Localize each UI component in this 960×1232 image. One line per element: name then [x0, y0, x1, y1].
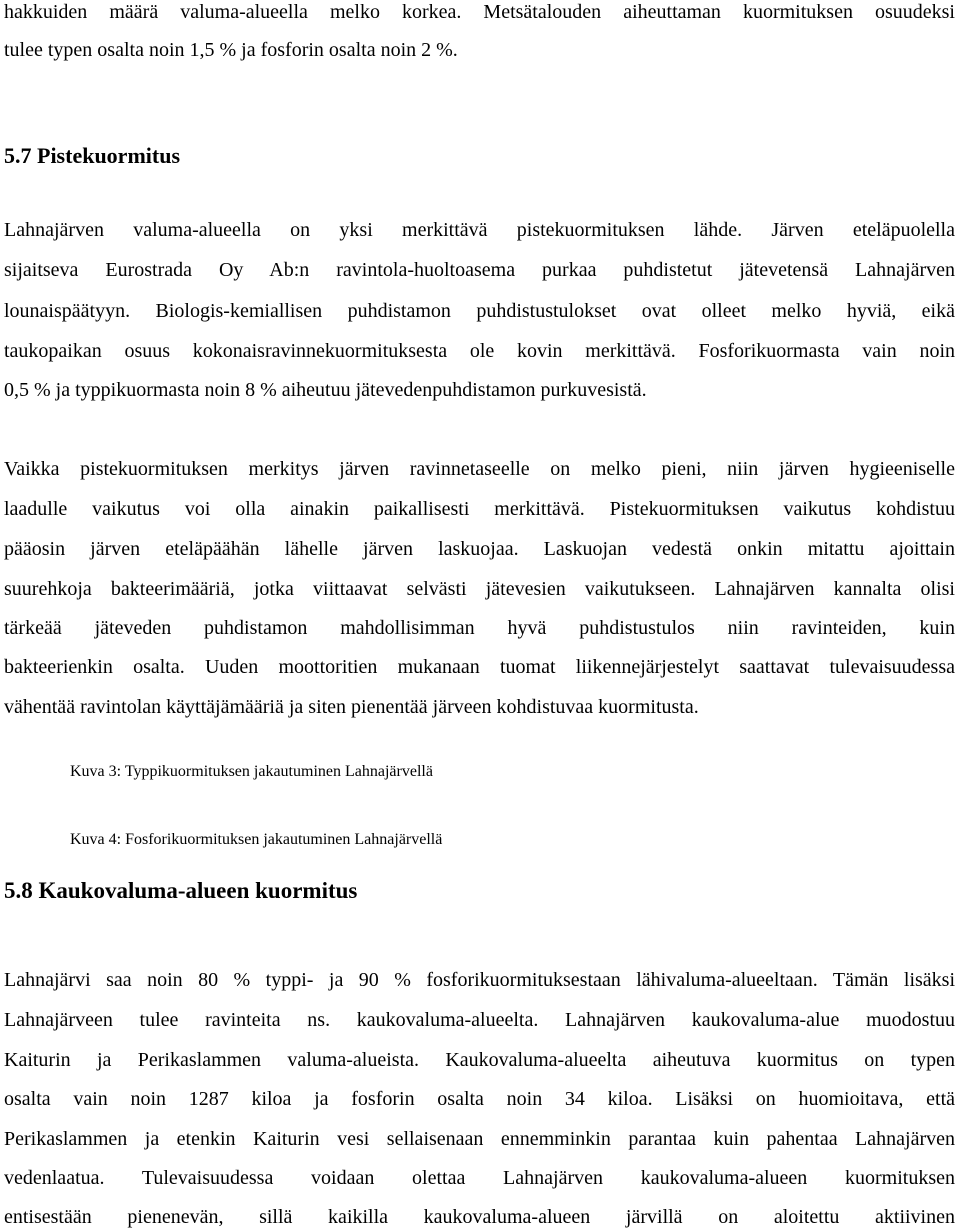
paragraph-line: tärkeää jäteveden puhdistamon mahdollisimman hyvä puhdistustulos niin ravinteiden, kuin	[4, 617, 955, 639]
paragraph-line: entisestään pienenevän, sillä kaikilla kaukovaluma-alueen järvillä on aloitettu aktiivinen	[4, 1206, 955, 1228]
paragraph-line: Vaikka pistekuormituksen merkitys järven ravinnetaseelle on melko pieni, niin järven hygieeniselle	[4, 458, 955, 480]
intro-line-2: tulee typen osalta noin 1,5 % ja fosforin osalta noin 2 %.	[4, 39, 458, 61]
intro-line-1: hakkuiden määrä valuma-alueella melko korkea. Metsätalouden aiheuttaman kuormituksen osuudeksi	[4, 1, 955, 23]
paragraph-line: vähentää ravintolan käyttäjämääriä ja siten pienentää järveen kohdistuvaa kuormitusta.	[4, 696, 699, 718]
paragraph-line: 0,5 % ja typpikuormasta noin 8 % aiheutuu jätevedenpuhdistamon purkuvesistä.	[4, 379, 647, 401]
paragraph-line: pääosin järven eteläpäähän lähelle järven laskuojaa. Laskuojan vedestä onkin mitattu ajoittain	[4, 538, 955, 560]
paragraph-line: Lahnajärvi saa noin 80 % typpi- ja 90 % fosforikuormituksestaan lähivaluma-alueeltaan. Tämän lisäksi	[4, 969, 955, 991]
paragraph-line: bakteerienkin osalta. Uuden moottoritien mukanaan tuomat liikennejärjestelyt saattavat tulevaisuudessa	[4, 656, 955, 678]
paragraph-line: taukopaikan osuus kokonaisravinnekuormituksesta ole kovin merkittävä. Fosforikuormasta vain noin	[4, 340, 955, 362]
figure-caption-3: Kuva 3: Typpikuormituksen jakautuminen Lahnajärvellä	[70, 763, 433, 780]
paragraph-line: Kaiturin ja Perikaslammen valuma-alueista. Kaukovaluma-alueelta aiheutuva kuormitus on typen	[4, 1049, 955, 1071]
paragraph-line: sijaitseva Eurostrada Oy Ab:n ravintola-huoltoasema purkaa puhdistetut jätevetensä Lahnajärven	[4, 259, 955, 281]
section-heading-kaukovaluma: 5.8 Kaukovaluma-alueen kuormitus	[4, 878, 358, 903]
paragraph-line: Perikaslammen ja etenkin Kaiturin vesi sellaisenaan ennemminkin parantaa kuin pahentaa Lahnajärven	[4, 1128, 955, 1150]
paragraph-line: Lahnajärven valuma-alueella on yksi merkittävä pistekuormituksen lähde. Järven eteläpuolella	[4, 219, 955, 241]
paragraph-line: laadulle vaikutus voi olla ainakin paikallisesti merkittävä. Pistekuormituksen vaikutus kohdistuu	[4, 498, 955, 520]
paragraph-line: Lahnajärveen tulee ravinteita ns. kaukovaluma-alueelta. Lahnajärven kaukovaluma-alue muodostuu	[4, 1009, 955, 1031]
paragraph-line: osalta vain noin 1287 kiloa ja fosforin osalta noin 34 kiloa. Lisäksi on huomioitava, että	[4, 1088, 955, 1110]
section-heading-pistekuormitus: 5.7 Pistekuormitus	[4, 143, 180, 168]
paragraph-line: suurehkoja bakteerimääriä, jotka viittaavat selvästi jätevesien vaikutukseen. Lahnajärven kannalta olisi	[4, 578, 955, 600]
paragraph-line: vedenlaatua. Tulevaisuudessa voidaan olettaa Lahnajärven kaukovaluma-alueen kuormituksen	[4, 1167, 955, 1189]
paragraph-line: lounaispäätyyn. Biologis-kemiallisen puhdistamon puhdistustulokset ovat olleet melko hyviä, eikä	[4, 300, 955, 322]
figure-caption-4: Kuva 4: Fosforikuormituksen jakautuminen Lahnajärvellä	[70, 831, 443, 848]
